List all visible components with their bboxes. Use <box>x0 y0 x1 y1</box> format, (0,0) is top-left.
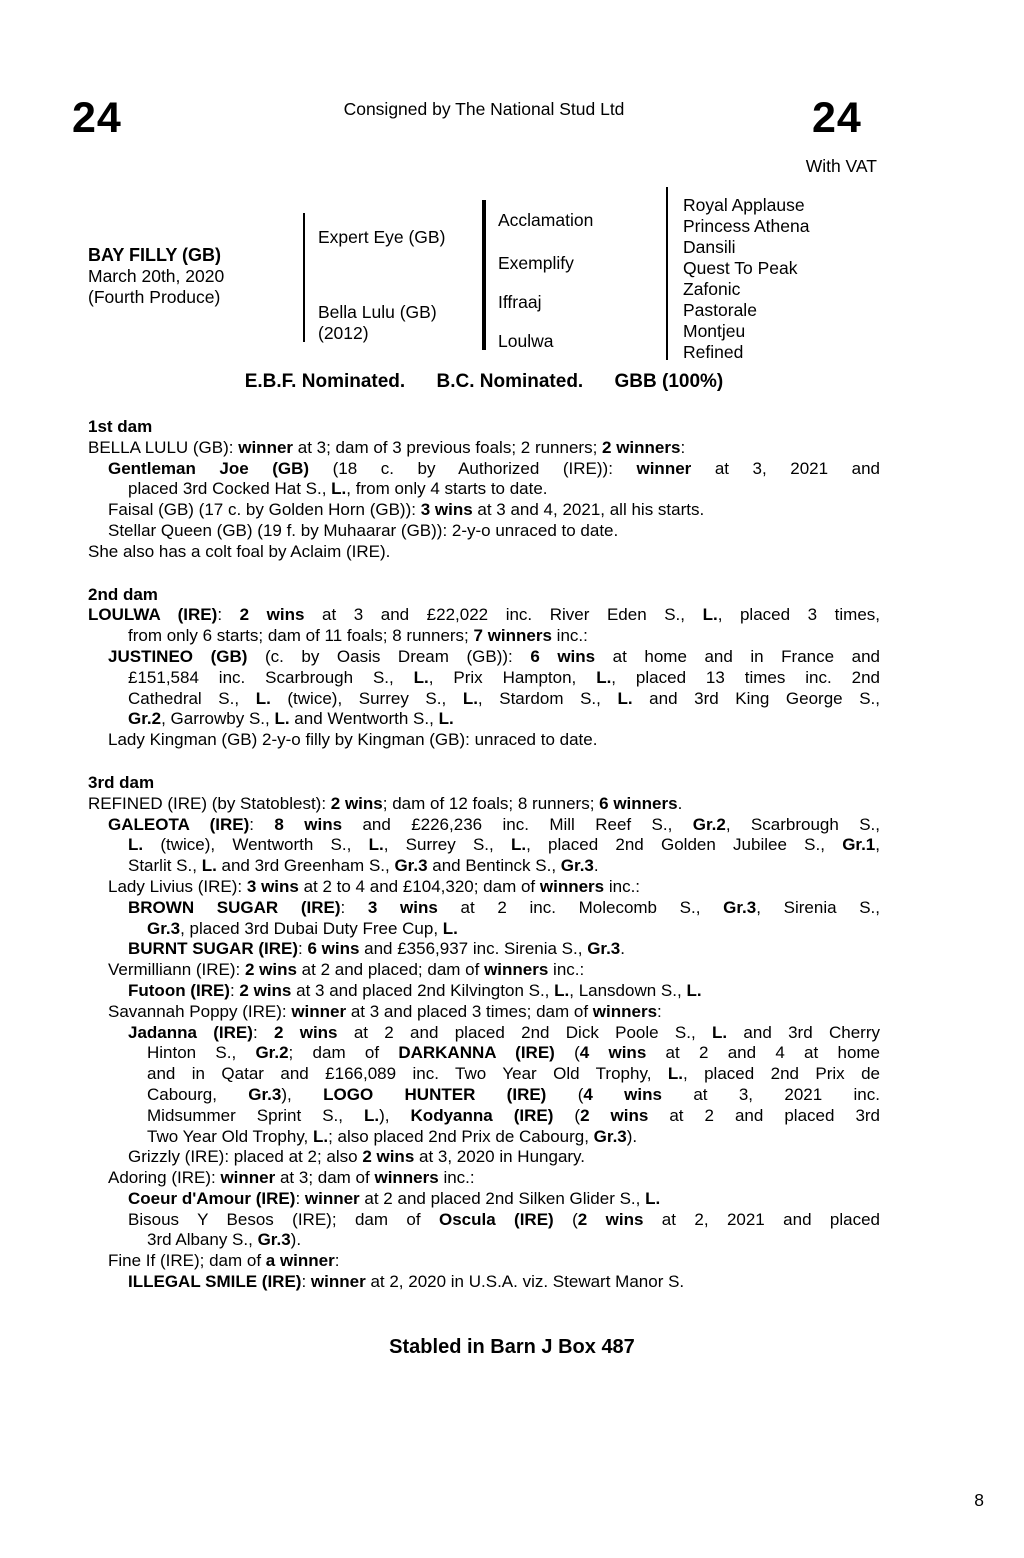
plain-text: and 3rd Greenham S., <box>216 856 395 876</box>
plain-text: at 3 and £22,022 inc. River Eden S., <box>304 605 703 625</box>
emphasis-text: 3 wins <box>367 897 438 917</box>
subject-foaling-date: March 20th, 2020 <box>88 266 225 286</box>
plain-text: inc.: <box>438 1168 475 1188</box>
plain-text: : <box>252 1022 274 1042</box>
catalogue-text-line <box>88 1127 880 1148</box>
dam-block <box>318 302 437 344</box>
plain-text: , Surrey S., <box>383 835 511 855</box>
great-grandparents-column <box>683 195 809 363</box>
emphasis-text: L. <box>645 1188 661 1208</box>
plain-text: : <box>340 897 368 917</box>
plain-text: : <box>680 437 686 457</box>
plain-text: Adoring (IRE): <box>108 1168 221 1188</box>
emphasis-text: Gr.2 <box>255 1043 289 1063</box>
plain-text: at 2 and placed 3rd <box>648 1105 881 1125</box>
catalogue-text-line <box>88 521 880 542</box>
emphasis-text: L. <box>413 667 429 687</box>
catalogue-text-line <box>88 1043 880 1064</box>
plain-text: Starlit S., <box>128 856 202 876</box>
great-grandparent-name: Quest To Peak <box>683 258 798 278</box>
pedigree-rule-2 <box>482 200 486 350</box>
nominations-line <box>88 371 880 393</box>
plain-text: and Bentinck S., <box>427 856 561 876</box>
grandsire-of-sire: Acclamation <box>498 210 594 230</box>
emphasis-text: L. <box>438 709 454 729</box>
plain-text: at 2, 2021 and placed <box>643 1209 881 1229</box>
plain-text: , placed 3rd Dubai Duty Free Cup, <box>180 918 443 938</box>
plain-text: ; dam of <box>288 1043 399 1063</box>
catalogue-text-line <box>88 730 880 751</box>
emphasis-text: GALEOTA (IRE) <box>108 814 250 834</box>
catalogue-text-line <box>88 877 880 898</box>
emphasis-text: LOGO HUNTER (IRE) <box>323 1084 547 1104</box>
plain-text: ( <box>554 1043 580 1063</box>
plain-text: at 2, 2020 in U.S.A. viz. Stewart Manor S. <box>365 1272 685 1292</box>
catalogue-text-line <box>88 1085 880 1106</box>
great-grandparent-name: Montjeu <box>683 321 746 341</box>
catalogue-text-line <box>88 1210 880 1231</box>
subject-name: BAY FILLY (GB) <box>88 245 222 265</box>
plain-text: : <box>657 1001 662 1021</box>
emphasis-text: L. <box>255 688 271 708</box>
emphasis-text: Futoon (IRE) <box>128 980 230 1000</box>
great-grandparent-name: Refined <box>683 342 744 362</box>
plain-text: ( <box>546 1084 584 1104</box>
catalogue-text-line <box>88 1002 880 1023</box>
catalogue-text-line <box>88 939 880 960</box>
plain-text: at 2 and 4 at home <box>646 1043 881 1063</box>
emphasis-text: winners <box>374 1168 439 1188</box>
plain-text: (18 c. by Authorized (IRE)): <box>309 458 637 478</box>
plain-text: (twice), Wentworth S., <box>143 835 369 855</box>
plain-text: ( <box>553 1209 578 1229</box>
plain-text: , placed 2nd Prix de <box>682 1064 880 1084</box>
plain-text: from only 6 starts; dam of 11 foals; 8 runners; <box>128 626 474 646</box>
plain-text: , Sirenia S., <box>756 897 880 917</box>
plain-text: ; also placed 2nd Prix de Cabourg, <box>328 1126 594 1146</box>
plain-text: inc.: <box>604 876 641 896</box>
plain-text: , placed 3 times, <box>717 605 880 625</box>
subject-produce-note: (Fourth Produce) <box>88 287 221 307</box>
plain-text: , Scarbrough S., <box>725 814 880 834</box>
pedigree-rule-3 <box>666 187 668 360</box>
catalogue-text-line <box>88 960 880 981</box>
catalogue-text-line <box>88 459 880 480</box>
plain-text: ( <box>553 1105 581 1125</box>
plain-text: Lady Livius (IRE): <box>108 876 247 896</box>
plain-text: Cabourg, <box>147 1084 249 1104</box>
emphasis-text: Gr.2 <box>128 709 162 729</box>
emphasis-text: 8 wins <box>274 814 343 834</box>
emphasis-text: winner <box>291 1001 347 1021</box>
plain-text: and 3rd King George S., <box>632 688 880 708</box>
pedigree-table <box>88 190 880 370</box>
catalogue-text-line <box>88 1251 880 1272</box>
plain-text: and 3rd Cherry <box>727 1022 880 1042</box>
plain-text: ). <box>626 1126 638 1146</box>
nomination-item: B.C. Nominated. <box>436 371 584 392</box>
plain-text: REFINED (IRE) (by Statoblest): <box>88 793 331 813</box>
plain-text: : <box>249 814 275 834</box>
emphasis-text: winner <box>220 1168 276 1188</box>
page-number: 8 <box>974 1490 984 1510</box>
plain-text: : <box>298 939 308 959</box>
emphasis-text: Jadanna (IRE) <box>128 1022 253 1042</box>
plain-text: Two Year Old Trophy, <box>147 1126 313 1146</box>
stabling-line: Stabled in Barn J Box 487 <box>389 1336 635 1358</box>
plain-text: at 3; dam of <box>275 1168 375 1188</box>
plain-text: , Stardom S., <box>477 688 618 708</box>
catalogue-text-line <box>88 1023 880 1044</box>
emphasis-text: Coeur d'Amour (IRE) <box>128 1188 296 1208</box>
plain-text: inc.: <box>548 960 585 980</box>
plain-text: Vermilliann (IRE): <box>108 960 245 980</box>
granddam-of-sire: Exemplify <box>498 253 574 273</box>
catalogue-text-line <box>88 1272 880 1293</box>
emphasis-text: JUSTINEO (GB) <box>108 646 248 666</box>
plain-text: at home and in France and <box>595 646 881 666</box>
emphasis-text: Gr.3 <box>257 1230 291 1250</box>
emphasis-text: Gr.1 <box>842 835 876 855</box>
emphasis-text: winners <box>484 960 549 980</box>
plain-text: . <box>677 793 683 813</box>
granddam-of-dam: Loulwa <box>498 331 554 351</box>
emphasis-text: L. <box>712 1022 728 1042</box>
dam-section <box>88 773 880 1293</box>
great-grandparent-name: Princess Athena <box>683 216 810 236</box>
emphasis-text: 2 wins <box>239 605 305 625</box>
plain-text: inc.: <box>551 626 588 646</box>
sire-name: Expert Eye (GB) <box>318 227 446 247</box>
emphasis-text: L. <box>274 709 290 729</box>
plain-text: at 2 to 4 and £104,320; dam of <box>298 876 540 896</box>
emphasis-text: L. <box>128 835 144 855</box>
dam-section-heading: 1st dam <box>88 417 153 436</box>
emphasis-text: L. <box>702 605 718 625</box>
plain-text: (twice), Surrey S., <box>270 688 463 708</box>
emphasis-text: 6 wins <box>530 646 596 666</box>
catalogue-text-line <box>88 815 880 836</box>
plain-text: , from only 4 starts to date. <box>346 479 548 499</box>
emphasis-text: LOULWA (IRE) <box>88 605 218 625</box>
plain-text: at 3, 2021 inc. <box>661 1084 880 1104</box>
emphasis-text: 2 wins <box>239 980 292 1000</box>
catalogue-text-line <box>88 709 880 730</box>
catalogue-text-line <box>88 605 880 626</box>
emphasis-text: 6 wins <box>307 939 360 959</box>
catalogue-text-line <box>88 1189 880 1210</box>
plain-text: . <box>593 856 599 876</box>
plain-text: , placed 13 times inc. 2nd <box>611 667 880 687</box>
emphasis-text: Gr.3 <box>394 856 428 876</box>
catalogue-text-line <box>88 919 880 940</box>
plain-text: and in Qatar and £166,089 inc. Two Year Old Trophy, <box>147 1064 668 1084</box>
emphasis-text: DARKANNA (IRE) <box>398 1043 555 1063</box>
emphasis-text: Gr.3 <box>248 1084 282 1104</box>
catalogue-text-line <box>88 856 880 877</box>
plain-text: : <box>229 980 240 1000</box>
emphasis-text: winner <box>310 1272 366 1292</box>
emphasis-text: 2 wins <box>330 793 383 813</box>
vat-note: With VAT <box>805 156 877 176</box>
plain-text: and £226,236 inc. Mill Reef S., <box>342 814 693 834</box>
dam-year: (2012) <box>318 323 369 343</box>
catalogue-text-line <box>88 981 880 1002</box>
dam-name: Bella Lulu (GB) <box>318 302 437 322</box>
emphasis-text: winner <box>304 1188 360 1208</box>
plain-text: , placed 2nd Golden Jubilee S., <box>526 835 843 855</box>
plain-text: placed 3rd Cocked Hat S., <box>128 479 332 499</box>
emphasis-text: Gr.3 <box>723 897 757 917</box>
emphasis-text: Gr.3 <box>560 856 594 876</box>
plain-text: Midsummer Sprint S., <box>147 1105 365 1125</box>
plain-text: ; dam of 12 foals; 8 runners; <box>382 793 600 813</box>
catalogue-text-line <box>88 542 880 563</box>
plain-text: : <box>217 605 240 625</box>
great-grandparent-name: Pastorale <box>683 300 757 320</box>
catalogue-text-line <box>88 1064 880 1085</box>
emphasis-text: 2 wins <box>577 1209 644 1229</box>
emphasis-text: winner <box>636 458 692 478</box>
lot-number-left: 24 <box>72 94 122 142</box>
emphasis-text: 2 wins <box>244 960 297 980</box>
plain-text: Grizzly (IRE): placed at 2; also <box>128 1147 363 1167</box>
nomination-item: GBB (100%) <box>614 371 724 392</box>
emphasis-text: L. <box>201 856 217 876</box>
plain-text: 3rd Albany S., <box>147 1230 258 1250</box>
plain-text: at 2 and placed 2nd Dick Poole S., <box>337 1022 713 1042</box>
plain-text: ), <box>379 1105 411 1125</box>
emphasis-text: Gr.3 <box>587 939 621 959</box>
dam-section-heading: 3rd dam <box>88 772 155 792</box>
emphasis-text: L. <box>554 980 570 1000</box>
catalogue-text-line <box>88 689 880 710</box>
emphasis-text: L. <box>364 1105 380 1125</box>
catalogue-text-line <box>88 500 880 521</box>
emphasis-text: Gr.3 <box>593 1126 627 1146</box>
emphasis-text: 6 winners <box>599 793 678 813</box>
plain-text: and £356,937 inc. Sirenia S., <box>359 939 588 959</box>
emphasis-text: Oscula (IRE) <box>438 1209 554 1229</box>
catalogue-text-line <box>88 1168 880 1189</box>
nomination-item: E.B.F. Nominated. <box>244 371 406 392</box>
emphasis-text: 4 wins <box>579 1043 647 1063</box>
plain-text: Bisous Y Besos (IRE); dam of <box>128 1209 439 1229</box>
emphasis-text: 7 winners <box>473 626 552 646</box>
catalogue-text-line <box>88 794 880 815</box>
catalogue-text-line <box>88 898 880 919</box>
emphasis-text: ILLEGAL SMILE (IRE) <box>128 1272 302 1292</box>
great-grandparent-name: Zafonic <box>683 279 741 299</box>
dam-sections <box>88 417 880 1293</box>
subject-block <box>88 245 313 308</box>
emphasis-text: 4 wins <box>583 1084 662 1104</box>
catalogue-text-line <box>88 668 880 689</box>
emphasis-text: 3 wins <box>420 500 473 520</box>
emphasis-text: a winner <box>265 1251 335 1271</box>
emphasis-text: Gr.3 <box>147 918 181 938</box>
emphasis-text: winners <box>592 1001 658 1021</box>
emphasis-text: L. <box>331 479 347 499</box>
emphasis-text: Gr.2 <box>692 814 726 834</box>
dam-section <box>88 417 880 563</box>
plain-text: Fine If (IRE); dam of <box>108 1251 266 1271</box>
plain-text: (c. by Oasis Dream (GB)): <box>247 646 531 666</box>
dam-section-heading: 2nd dam <box>88 584 158 604</box>
catalogue-text-line <box>88 626 880 647</box>
emphasis-text: L. <box>442 918 458 938</box>
dam-section <box>88 585 880 751</box>
emphasis-text: 2 wins <box>580 1105 649 1125</box>
catalogue-text-line <box>88 479 880 500</box>
emphasis-text: L. <box>686 980 702 1000</box>
emphasis-text: winner <box>238 437 294 457</box>
plain-text: ), <box>281 1084 324 1104</box>
plain-text: at 2 and placed 2nd Silken Glider S., <box>359 1188 646 1208</box>
plain-text: at 3; dam of 3 previous foals; 2 runners; <box>293 437 603 457</box>
plain-text: , Lansdown S., <box>569 980 687 1000</box>
plain-text: £151,584 inc. Scarbrough S., <box>128 667 414 687</box>
plain-text: , <box>875 835 881 855</box>
catalogue-text-line <box>88 835 880 856</box>
plain-text: : <box>295 1188 305 1208</box>
catalogue-text-line <box>88 1147 880 1168</box>
catalogue-text-line <box>88 438 880 459</box>
plain-text: Stellar Queen (GB) (19 f. by Muhaarar (GB)): 2-y-o unraced to date. <box>108 520 619 540</box>
catalogue-text-line <box>88 1230 880 1251</box>
emphasis-text: BURNT SUGAR (IRE) <box>128 939 298 959</box>
great-grandparent-name: Royal Applause <box>683 195 805 215</box>
emphasis-text: Gentleman Joe (GB) <box>108 458 310 478</box>
plain-text: at 3 and 4, 2021, all his starts. <box>472 500 705 520</box>
emphasis-text: 2 wins <box>273 1022 338 1042</box>
plain-text: at 3 and placed 3 times; dam of <box>346 1001 593 1021</box>
plain-text: at 3, 2021 and <box>691 458 881 478</box>
plain-text: She also has a colt foal by Aclaim (IRE). <box>88 541 391 561</box>
emphasis-text: L. <box>368 835 384 855</box>
emphasis-text: L. <box>462 688 478 708</box>
plain-text: : <box>334 1251 340 1271</box>
emphasis-text: winners <box>539 876 605 896</box>
great-grandparent-name: Dansili <box>683 237 736 257</box>
emphasis-text: L. <box>667 1064 683 1084</box>
plain-text: at 2 inc. Molecomb S., <box>437 897 724 917</box>
catalogue-text-line <box>88 647 880 668</box>
plain-text: Savannah Poppy (IRE): <box>108 1001 292 1021</box>
plain-text: . <box>620 939 626 959</box>
emphasis-text: L. <box>617 688 633 708</box>
plain-text: at 2 and placed; dam of <box>296 960 485 980</box>
emphasis-text: BROWN SUGAR (IRE) <box>128 897 341 917</box>
plain-text: Hinton S., <box>147 1043 256 1063</box>
emphasis-text: Kodyanna (IRE) <box>410 1105 554 1125</box>
plain-text: , Prix Hampton, <box>428 667 597 687</box>
plain-text: and Wentworth S., <box>289 709 439 729</box>
emphasis-text: 2 winners <box>602 437 681 457</box>
plain-text: at 3 and placed 2nd Kilvington S., <box>291 980 555 1000</box>
plain-text: , Garrowby S., <box>161 709 275 729</box>
lot-number-right: 24 <box>812 94 862 142</box>
emphasis-text: 2 wins <box>362 1147 415 1167</box>
emphasis-text: L. <box>596 667 612 687</box>
emphasis-text: L. <box>313 1126 329 1146</box>
catalogue-text-line <box>88 1106 880 1127</box>
consignor-line: Consigned by The National Stud Ltd <box>343 99 625 119</box>
plain-text: Lady Kingman (GB) 2-y-o filly by Kingman (GB): unraced to date. <box>108 730 598 750</box>
emphasis-text: L. <box>510 835 527 855</box>
plain-text: Faisal (GB) (17 c. by Golden Horn (GB)): <box>108 500 421 520</box>
plain-text: ). <box>290 1230 302 1250</box>
emphasis-text: 3 wins <box>246 876 299 896</box>
plain-text: : <box>301 1272 311 1292</box>
plain-text: at 3, 2020 in Hungary. <box>414 1147 586 1167</box>
plain-text: Cathedral S., <box>128 688 256 708</box>
grandsire-of-dam: Iffraaj <box>498 292 542 312</box>
plain-text: BELLA LULU (GB): <box>88 437 239 457</box>
